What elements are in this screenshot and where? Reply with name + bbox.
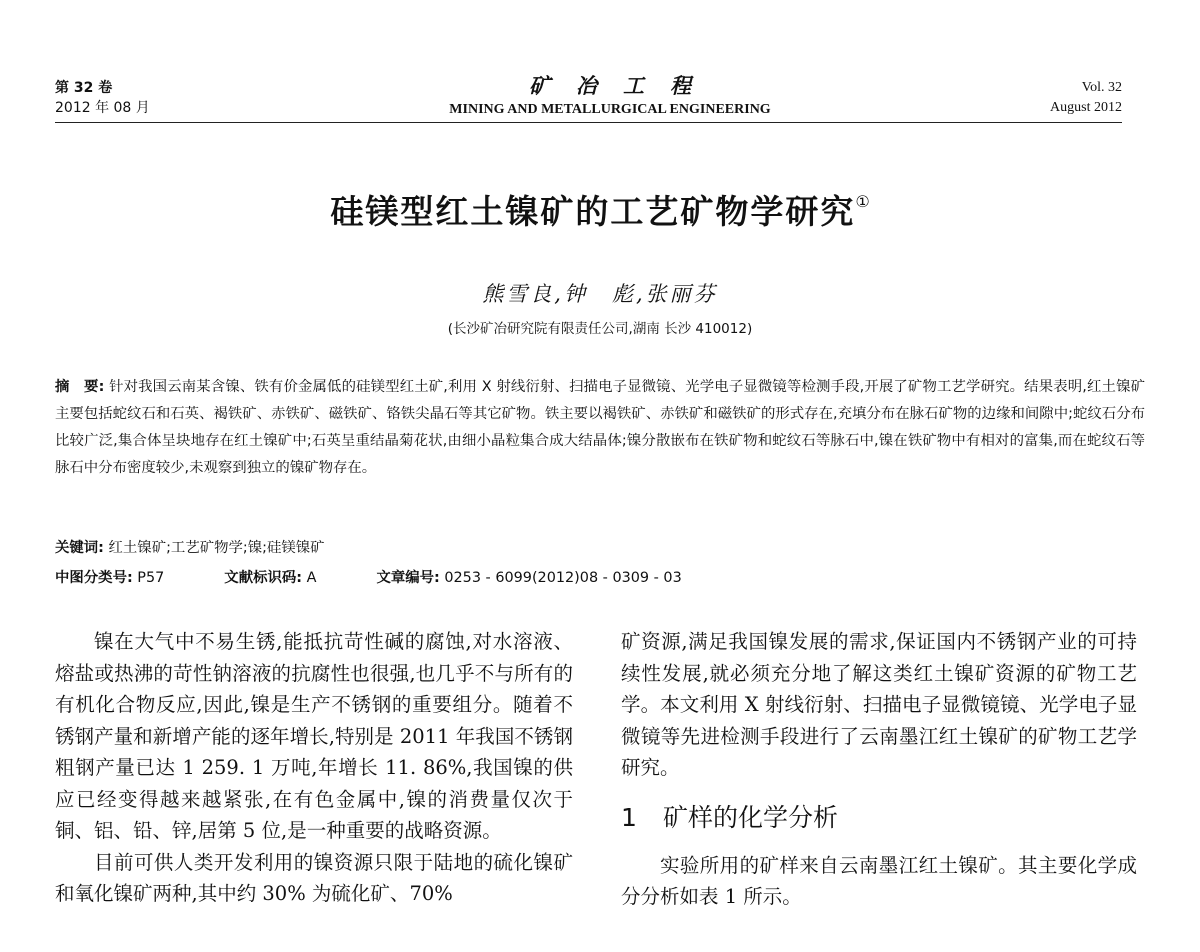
clc-value: P57 [137,570,165,586]
keywords [55,536,325,557]
header-right [1050,78,1122,118]
date-cn: 2012 年 08 月 [55,100,150,116]
header-divider [55,122,1122,123]
article-no-label: 文章编号: [376,570,440,586]
authors: 熊雪良,钟 彪,张丽芬 [482,282,718,306]
section-number: 1 [621,802,637,832]
date-en: August 2012 [1050,100,1122,115]
header-left [55,78,150,118]
volume-en: Vol. 32 [1081,80,1122,95]
abstract [55,374,1145,482]
abstract-label: 摘 要: [55,379,105,395]
doc-code-value: A [306,570,317,586]
clc-label: 中图分类号: [55,570,133,586]
keywords-text: 红土镍矿;工艺矿物学;镍;硅镁镍矿 [108,540,325,556]
doc-code-label: 文献标识码: [224,570,303,586]
classification-line [55,566,682,587]
body-right-column [621,626,1137,913]
header-center [380,73,840,121]
affiliation: (长沙矿冶研究院有限责任公司,湖南 长沙 410012) [447,321,753,337]
body-paragraph: 镍在大气中不易生锈,能抵抗苛性碱的腐蚀,对水溶液、熔盐或热沸的苛性钠溶液的抗腐性也很强,也几乎不与所有的有机化合物反应,因此,镍是生产不锈钢的重要组分。随着不锈钢产量和新增产能的逐年增长,特别是 2011 年我国不锈钢粗钢产量已达 1 259. 1 万吨,年增长 11. 86%,我国镍的供应已经变得越来越紧张,在有色金属中,镍的消费量仅次于铜、铝、铅、锌,居第 5 位,是一种重要的战略资源。 [55,630,573,842]
body-paragraph: 目前可供人类开发利用的镍资源只限于陆地的硫化镍矿和氧化镍矿两种,其中约 30% 为硫化矿、70% [55,850,573,905]
section-title: 矿样的化学分析 [663,802,839,832]
article-no-value: 0253 - 6099(2012)08 - 0309 - 03 [444,570,682,586]
journal-title-cn: 矿冶工程 [529,73,717,98]
body-paragraph: 矿资源,满足我国镍发展的需求,保证国内不锈钢产业的可持续性发展,就必须充分地了解这类红土镍矿资源的矿物工艺学。本文利用 X 射线衍射、扫描电子显微镜镜、光学电子显微镜等先进检测手段进行了云南墨江红土镍矿的矿物工艺学研究。 [621,630,1137,779]
title-footnote-mark: ① [855,192,870,211]
body-paragraph: 实验所用的矿样来自云南墨江红土镍矿。其主要化学成分分析如表 1 所示。 [621,853,1137,908]
body-left-column [55,626,573,910]
keywords-label: 关键词: [55,540,104,556]
article-title [0,186,1200,233]
journal-title-en: MINING AND METALLURGICAL ENGINEERING [449,102,771,117]
title-text: 硅镁型红土镍矿的工艺矿物学研究 [330,192,856,231]
section-heading [621,802,1137,834]
volume-cn: 第 32 卷 [55,80,113,96]
abstract-text: 针对我国云南某含镍、铁有价金属低的硅镁型红土矿,利用 X 射线衍射、扫描电子显微镜、光学电子显微镜等检测手段,开展了矿物工艺学研究。结果表明,红土镍矿主要包括蛇纹石和石英、褐铁矿、赤铁矿、磁铁矿、铬铁尖晶石等其它矿物。铁主要以褐铁矿、赤铁矿和磁铁矿的形式存在,充填分布在脉石矿物的边缘和间隙中;蛇纹石分布比较广泛,集合体呈块地存在红土镍矿中;石英呈重结晶菊花状,由细小晶粒集合成大结晶体;镍分散嵌布在铁矿物和蛇纹石等脉石中,镍在铁矿物中有相对的富集,而在蛇纹石等脉石中分布密度较少,未观察到独立的镍矿物存在。 [55,379,1145,476]
